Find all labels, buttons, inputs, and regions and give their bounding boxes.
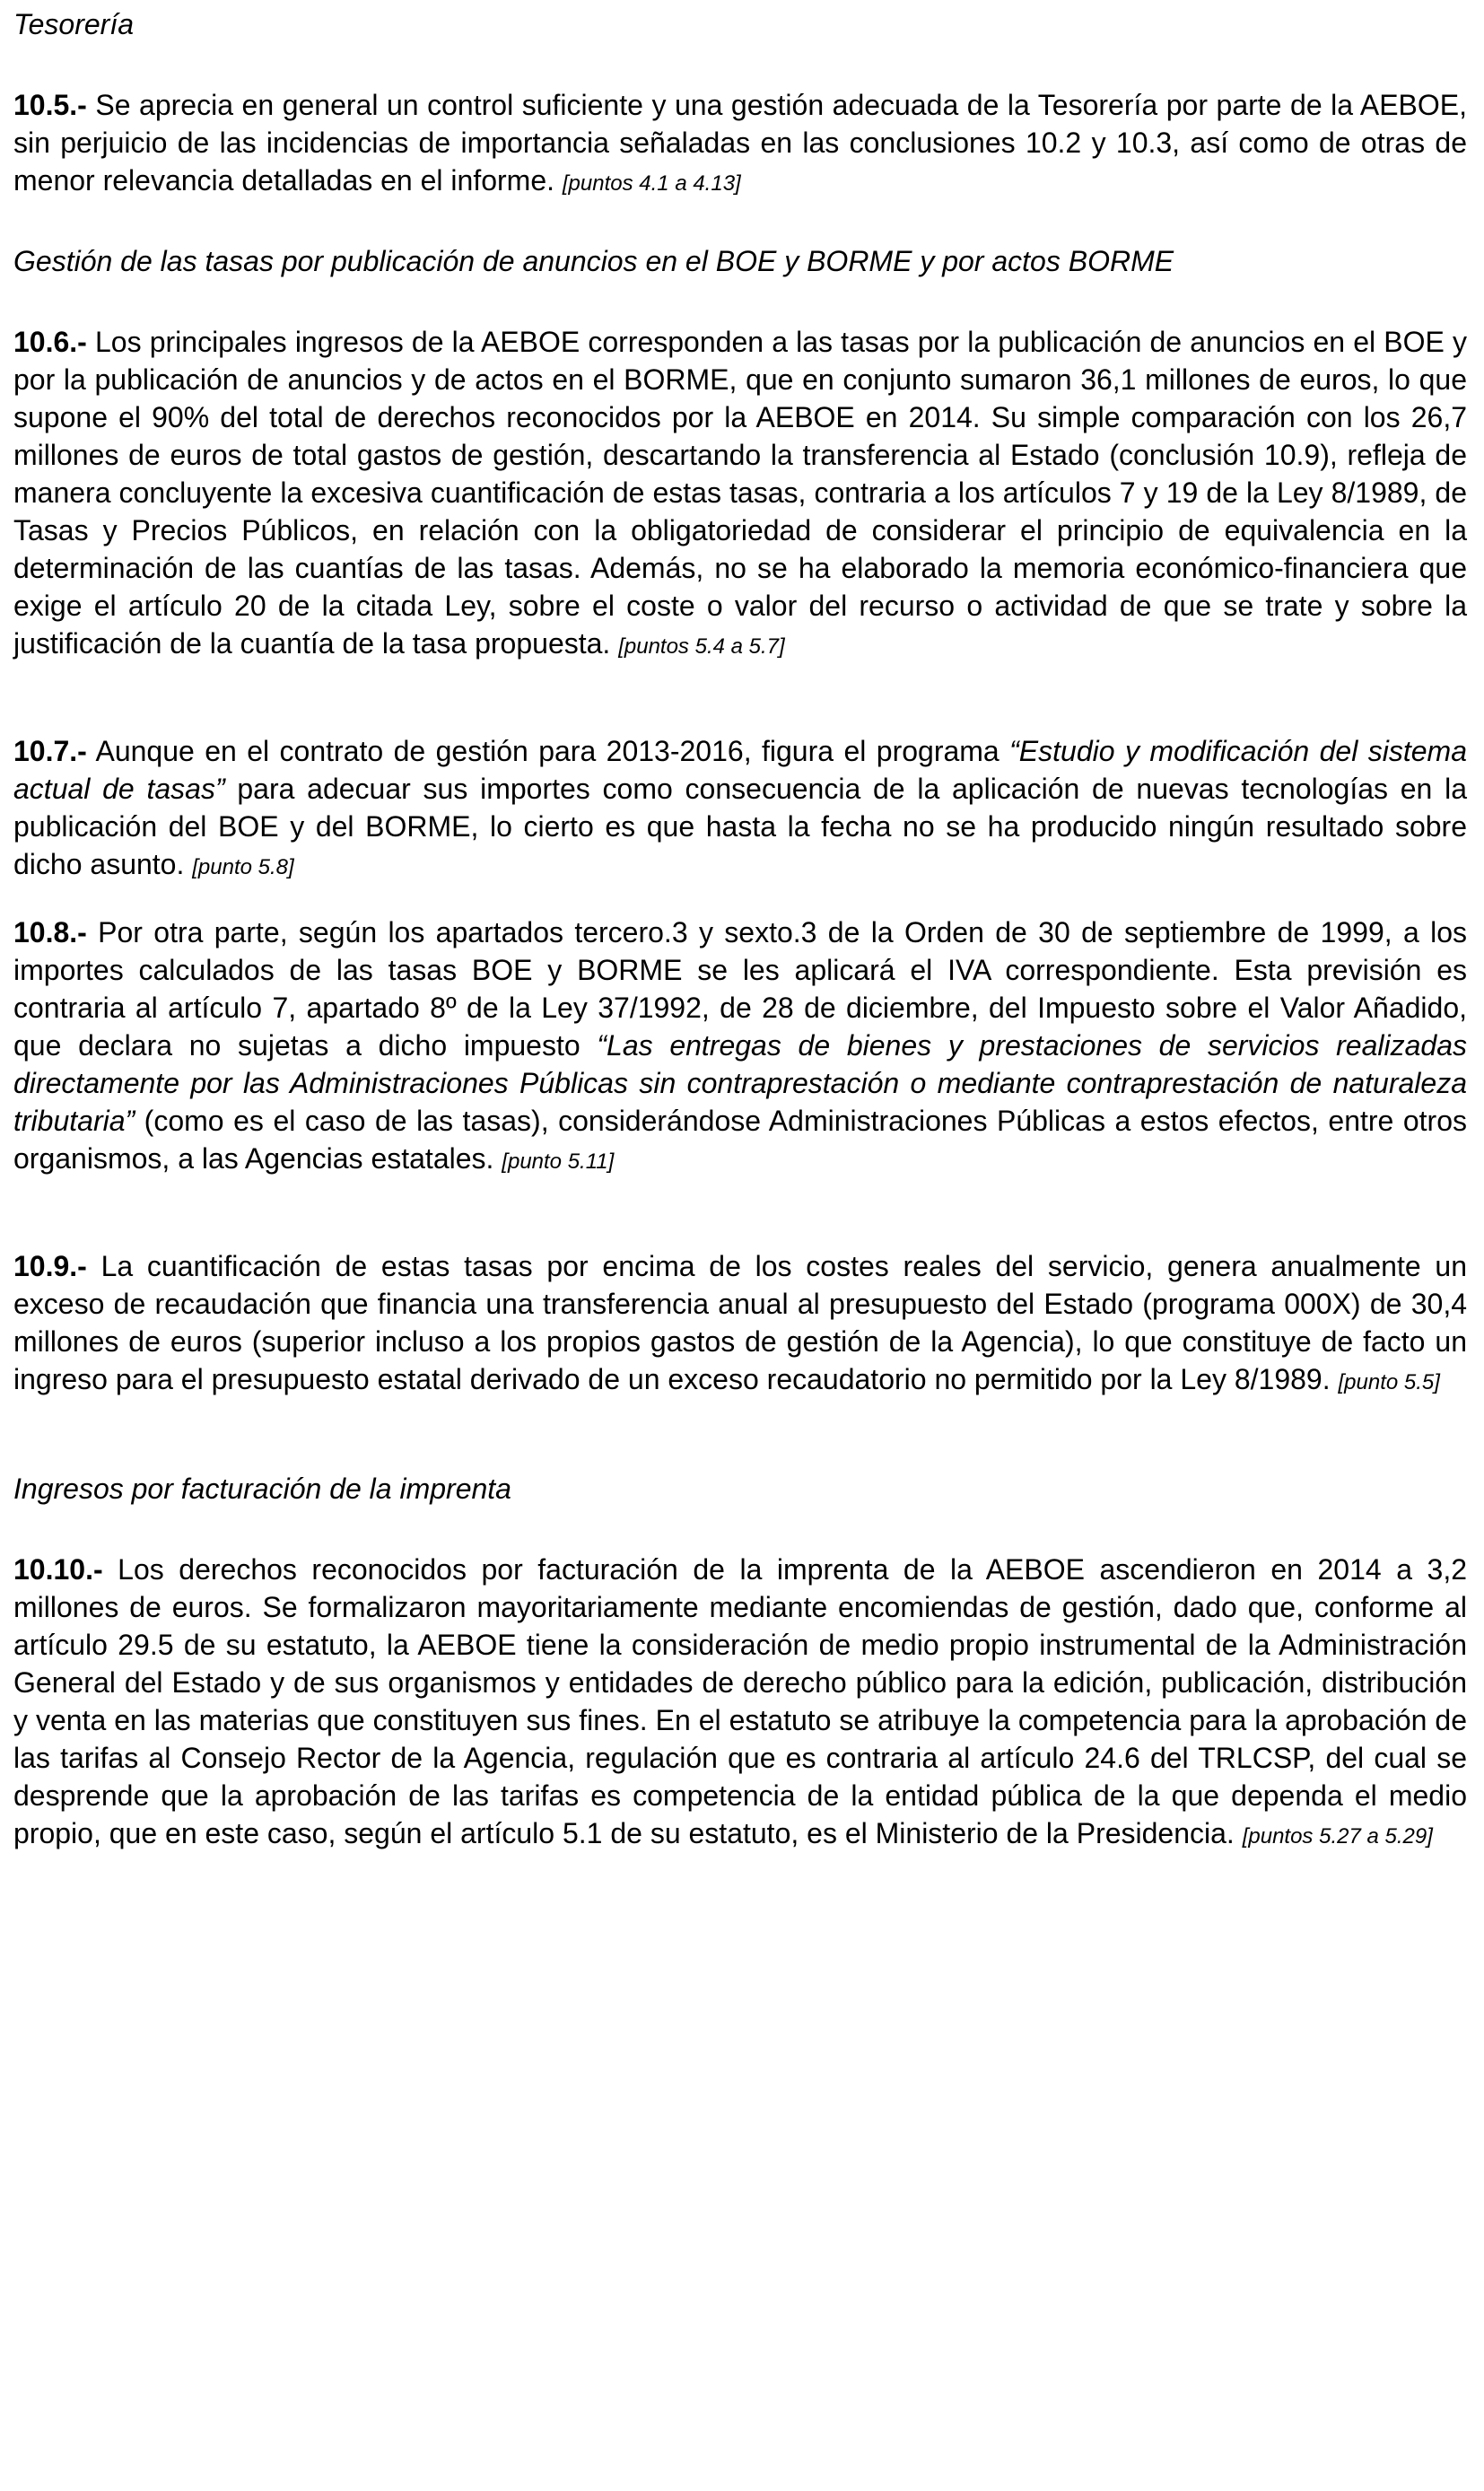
paragraph-text: Por otra parte, según los apartados tercero.3 y sexto.3 de la Orden de 30 de septiembre de 1999, a los importes calculados de las tasas BOE y BORME se les aplicará el IVA correspondiente. Esta previsión es contraria al artículo 7, apartado 8º de la Ley 37/1992, de 28 de diciembre, del Impuesto sobre el Valor Añadido, que declara no sujetas a dicho impuesto (13, 916, 1467, 1062)
paragraph-10-9 (13, 1247, 1467, 1402)
paragraph-reference: [punto 5.8] (192, 855, 294, 879)
paragraph-quote: “Estudio y modificación del sistema actual de tasas” (13, 735, 1467, 805)
paragraph-number: 10.9.- (13, 1250, 87, 1282)
paragraph-10-10 (13, 1551, 1467, 1856)
paragraph-10-8 (13, 913, 1467, 1181)
paragraph-number: 10.7.- (13, 735, 87, 767)
paragraph-text: Aunque en el contrato de gestión para 2013-2016, figura el programa (86, 735, 1010, 767)
paragraph-text: (como es el caso de las tasas), considerándose Administraciones Públicas a estos efectos, entre otros organismos, a las Agencias estatales. (13, 1105, 1467, 1175)
paragraph-number: 10.8.- (13, 916, 87, 948)
paragraph-number: 10.5.- (13, 89, 87, 121)
paragraph-text: La cuantificación de estas tasas por encima de los costes reales del servicio, genera anualmente un exceso de recaudación que financia una transferencia anual al presupuesto del Estado (programa 000X) de 30,4 millones de euros (superior incluso a los propios gastos de gestión de la Agencia), lo que constituye de facto un ingreso para el presupuesto estatal derivado de un exceso recaudatorio no permitido por la Ley 8/1989. (13, 1250, 1467, 1395)
paragraph-reference: [puntos 5.4 a 5.7] (618, 634, 785, 659)
paragraph-reference: [puntos 5.27 a 5.29] (1242, 1824, 1433, 1849)
paragraph-reference: [puntos 4.1 a 4.13] (562, 171, 741, 196)
heading-tesoreria: Tesorería (13, 8, 134, 40)
paragraph-number: 10.10.- (13, 1553, 103, 1586)
paragraph-10-7 (13, 732, 1467, 887)
paragraph-reference: [punto 5.5] (1338, 1370, 1440, 1394)
paragraph-number: 10.6.- (13, 326, 87, 358)
paragraph-text: Los principales ingresos de la AEBOE corresponden a las tasas por la publicación de anuncios en el BOE y por la publicación de anuncios y de actos en el BORME, que en conjunto sumaron 36,1 millones de euros, lo que supone el 90% del total de derechos reconocidos por la AEBOE en 2014. Su simple comparación con los 26,7 millones de euros de total gastos de gestión, descartando la transferencia al Estado (conclusión 10.9), refleja de manera concluyente la excesiva cuantificación de estas tasas, contraria a los artículos 7 y 19 de la Ley 8/1989, de Tasas y Precios Públicos, en relación con la obligatoriedad de considerar el principio de equivalencia en la determinación de las cuantías de las tasas. Además, no se ha elaborado la memoria económico-financiera que exige el artículo 20 de la citada Ley, sobre el coste o valor del recurso o actividad de que se trate y sobre la justificación de la cuantía de la tasa propuesta. (13, 326, 1467, 660)
heading-tasas: Gestión de las tasas por publicación de anuncios en el BOE y BORME y por actos BORME (13, 245, 1174, 277)
paragraph-text: Los derechos reconocidos por facturación de la imprenta de la AEBOE ascendieron en 2014 a 3,2 millones de euros. Se formalizaron mayoritariamente mediante encomiendas de gestión, dado que, conforme al artículo 29.5 de su estatuto, la AEBOE tiene la consideración de medio propio instrumental de la Administración General del Estado y de sus organismos y entidades de derecho público para la edición, publicación, distribución y venta en las materias que constituyen sus fines. En el estatuto se atribuye la competencia para la aprobación de las tarifas al Consejo Rector de la Agencia, regulación que es contraria al artículo 24.6 del TRLCSP, del cual se desprende que la aprobación de las tarifas es competencia de la entidad pública de la que dependa el medio propio, que en este caso, según el artículo 5.1 de su estatuto, es el Ministerio de la Presidencia. (13, 1553, 1467, 1849)
paragraph-text: para adecuar sus importes como consecuencia de la aplicación de nuevas tecnologías en la publicación del BOE y del BORME, lo cierto es que hasta la fecha no se ha producido ningún resultado sobre dicho asunto. (13, 773, 1468, 880)
paragraph-10-6 (13, 323, 1467, 666)
paragraph-reference: [punto 5.11] (502, 1149, 615, 1174)
paragraph-10-5 (13, 86, 1467, 203)
paragraph-text: Se aprecia en general un control suficiente y una gestión adecuada de la Tesorería por parte de la AEBOE, sin perjuicio de las incidencias de importancia señaladas en las conclusiones 10.2 y 10.3, así como de otras de menor relevancia detalladas en el informe. (13, 89, 1467, 197)
paragraph-quote: “Las entregas de bienes y prestaciones de servicios realizadas directamente por las Administraciones Públicas sin contraprestación o mediante contraprestación de naturaleza tributaria” (13, 1029, 1468, 1137)
heading-ingresos: Ingresos por facturación de la imprenta (13, 1473, 511, 1505)
